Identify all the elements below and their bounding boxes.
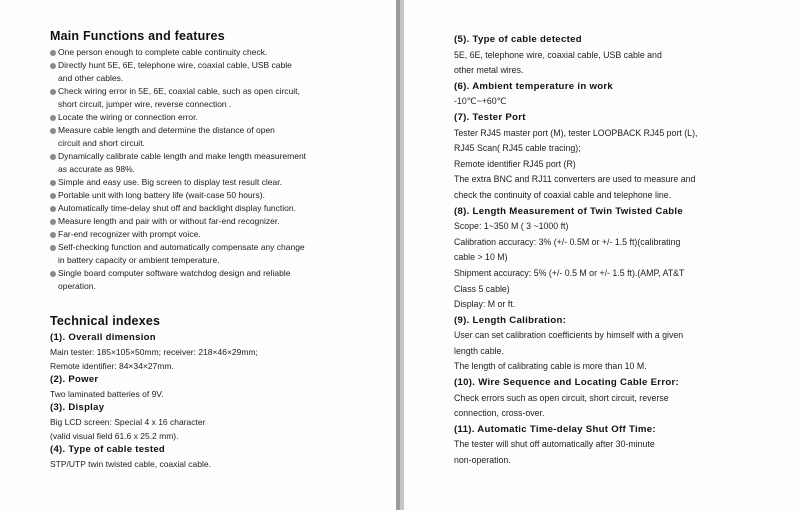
feature-line: Automatically time-delay shut off and backlight display function. — [58, 203, 296, 213]
bullet-icon — [50, 115, 56, 121]
section-text: 5E, 6E, telephone wire, coaxial cable, USB cable and — [454, 49, 662, 60]
spec-section — [454, 313, 802, 375]
bullet-icon — [50, 50, 56, 56]
technical-sections-right — [454, 32, 802, 469]
section-text: User can set calibration coefficients by himself with a given — [454, 330, 684, 341]
feature-item — [50, 85, 396, 111]
section-text: Tester RJ45 master port (M), tester LOOPBACK RJ45 port (L), — [454, 127, 698, 138]
feature-line: Portable unit with long battery life (wait-case 50 hours). — [58, 190, 265, 200]
section-text: connection, cross-over. — [454, 408, 545, 419]
feature-line: Directly hunt 5E, 6E, telephone wire, coaxial cable, USB cable — [58, 60, 292, 70]
section-text: Scope: 1~350 M ( 3 ~1000 ft) — [454, 221, 569, 232]
right-page — [404, 0, 802, 510]
feature-line: and other cables. — [58, 73, 124, 83]
technical-sections-left — [50, 331, 396, 471]
section-text: (valid visual field 61.6 x 25.2 mm). — [50, 431, 179, 441]
feature-item — [50, 46, 396, 59]
feature-line: as accurate as 98%. — [58, 164, 136, 174]
section-title: (1). Overall dimension — [50, 332, 156, 343]
feature-line: Dynamically calibrate cable length and make length measurement — [58, 151, 307, 161]
section-title: (2). Power — [50, 374, 99, 385]
feature-line: Self-checking function and automatically compensate any change — [58, 242, 305, 252]
section-text: Calibration accuracy: 3% (+/- 0.5M or +/- 1.5 ft)(calibrating — [454, 236, 681, 247]
bullet-icon — [50, 232, 56, 238]
feature-item — [50, 267, 396, 293]
bullet-icon — [50, 128, 56, 134]
section-title: (6). Ambient temperature in work — [454, 80, 614, 92]
section-text: STP/UTP twin twisted cable, coaxial cable. — [50, 459, 211, 469]
spec-section — [454, 110, 802, 204]
feature-line: circuit and short circuit. — [58, 138, 145, 148]
feature-item — [50, 124, 396, 150]
feature-line: Measure cable length and determine the distance of open — [58, 125, 275, 135]
feature-item — [50, 111, 396, 124]
section-title: (5). Type of cable detected — [454, 34, 582, 45]
bullet-icon — [50, 154, 56, 160]
bullet-icon — [50, 206, 56, 212]
feature-item — [50, 241, 396, 267]
section-text: check the continuity of coaxial cable and telephone line. — [454, 189, 672, 200]
feature-line: Measure length and pair with or without far-end recognizer. — [58, 216, 280, 226]
feature-item — [50, 228, 396, 241]
feature-line: Single board computer software watchdog design and reliable — [58, 268, 291, 278]
bullet-icon — [50, 63, 56, 69]
section-text: other metal wires. — [454, 65, 524, 76]
section-title: (9). Length Calibration: — [454, 314, 567, 326]
section-text: Big LCD screen: Special 4 x 16 character — [50, 417, 206, 427]
bullet-icon — [50, 245, 56, 251]
section-text: non-operation. — [454, 455, 511, 466]
feature-item — [50, 150, 396, 176]
section-text: Display: M or ft. — [454, 299, 516, 310]
feature-line: Far-end recognizer with prompt voice. — [58, 229, 201, 239]
bullet-icon — [50, 180, 56, 186]
section-text: cable > 10 M) — [454, 252, 508, 263]
section-title: (10). Wire Sequence and Locating Cable Error: — [454, 377, 680, 389]
section-title: (4). Type of cable tested — [50, 444, 166, 455]
spec-section — [50, 331, 396, 373]
section-text: The length of calibrating cable is more than 10 M. — [454, 361, 647, 372]
spec-section — [50, 443, 396, 471]
feature-line: Simple and easy use. Big screen to display test result clear. — [58, 177, 282, 187]
bullet-icon — [50, 193, 56, 199]
section-text: Shipment accuracy: 5% (+/- 0.5 M or +/- 1.5 ft).(AMP, AT&T — [454, 267, 685, 278]
bullet-icon — [50, 89, 56, 95]
feature-line: in battery capacity or ambient temperature. — [58, 255, 220, 265]
section-text: Remote identifier: 84×34×27mm. — [50, 361, 174, 371]
spec-section — [50, 401, 396, 443]
features-list — [50, 46, 396, 293]
bullet-icon — [50, 271, 56, 277]
section-title: (3). Display — [50, 402, 105, 413]
feature-item — [50, 215, 396, 228]
section-text: The tester will shut off automatically after 30-minute — [454, 439, 655, 450]
bullet-icon — [50, 219, 56, 225]
feature-line: short circuit, jumper wire, reverse connection . — [58, 99, 232, 109]
feature-line: One person enough to complete cable continuity check. — [58, 47, 268, 57]
section-text: -10℃~+60℃ — [454, 96, 507, 107]
section-text: Two laminated batteries of 9V. — [50, 389, 164, 399]
feature-item — [50, 176, 396, 189]
section-title: (8). Length Measurement of Twin Twisted Cable — [454, 205, 684, 217]
feature-line: Locate the wiring or connection error. — [58, 112, 198, 122]
section-title: (11). Automatic Time-delay Shut Off Time: — [454, 423, 656, 435]
left-page — [0, 0, 396, 510]
section-text: Remote identifier RJ45 port (R) — [454, 158, 576, 169]
feature-line: operation. — [58, 281, 96, 291]
section-text: The extra BNC and RJ11 converters are used to measure and — [454, 174, 696, 185]
spec-section — [454, 422, 802, 469]
spec-section — [454, 79, 802, 110]
feature-item — [50, 202, 396, 215]
feature-line: Check wiring error in 5E, 6E, coaxial cable, such as open circuit, — [58, 86, 300, 96]
section-text: Check errors such as open circuit, short circuit, reverse — [454, 392, 669, 403]
section-text: RJ45 Scan( RJ45 cable tracing); — [454, 143, 581, 154]
section-title: (7). Tester Port — [454, 111, 526, 123]
spec-section — [454, 32, 802, 79]
feature-item — [50, 59, 396, 85]
features-heading: Main Functions and features — [50, 29, 225, 43]
spec-section — [50, 373, 396, 401]
section-text: Main tester: 185×105×50mm; receiver: 218×46×29mm; — [50, 347, 258, 357]
spec-section — [454, 375, 802, 422]
technical-indexes-heading: Technical indexes — [50, 314, 161, 328]
section-text: length cable. — [454, 345, 504, 356]
feature-item — [50, 189, 396, 202]
section-text: Class 5 cable) — [454, 283, 510, 294]
spec-section — [454, 204, 802, 313]
